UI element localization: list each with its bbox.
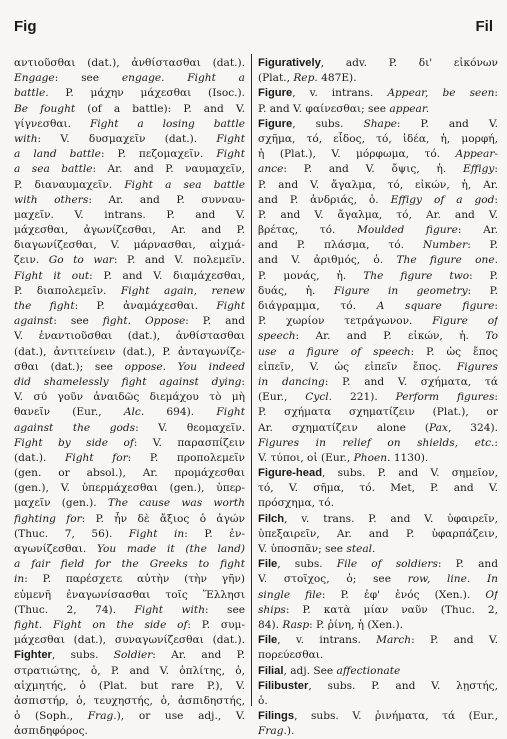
italic-text: single file [258,588,322,601]
text-line [14,86,245,101]
italic-text: a fair field for the Greeks to fight [14,558,245,571]
headword: File [258,634,278,647]
italic-text: battle [14,87,46,100]
entry-text: , subs. P. and V. σημεῖον, [322,467,498,480]
entry-text: : P. and V. ὄψις, ἡ. [283,163,464,176]
entry-text: (gen.), V. ὑπερμάχεσθαι (gen.), ὑπερ- [14,482,245,495]
entry-text: δυάς, ἡ. [258,284,334,297]
entry-text: : [494,436,498,449]
italic-text: Frag. [258,725,287,738]
italic-text: Fight it out [14,269,90,282]
text-line [258,451,498,466]
italic-text: Fight [216,406,245,419]
italic-text: Fight [216,148,245,161]
entry-text: V. τύποι, οἱ (Eur., [258,451,354,464]
entry-text: (dat.). [14,451,66,464]
entry-text: V. ἐναντιοῦσθαι (dat.), ἀνθίστασθαι [14,330,245,343]
entry-text: , 324). [447,421,498,434]
text-line [14,253,245,268]
italic-text: with others [14,193,89,206]
entry-text: πρόσχημα, τό. [258,497,334,510]
entry-text: : P. [467,284,498,297]
italic-text: row, line. In [407,573,498,586]
text-line [258,223,498,238]
entry-text: : [494,391,498,404]
italic-text: Rasp [282,618,310,631]
text-line [14,709,245,724]
text-line [14,618,245,633]
text-line [258,724,498,739]
italic-text: Of [485,588,498,601]
entry-text: P. and V. ἄγαλμα, τό, εἰκών, ἡ, Ar. [258,178,498,191]
text-line [258,527,498,542]
entry-text: τό, V. σῆμα, τό. Met, P. and V. [258,482,498,495]
entry-text: γίγνεσθαι. [14,117,90,130]
entry-text: : P. and [185,315,245,328]
entry-text: : P. and V. πολεμεῖν. [113,254,245,267]
italic-text: did shamelessly fight against dying [14,375,242,388]
entry-text: : P. κατὰ μίαν ναῦν (Thuc. 2, [285,603,498,616]
text-line [258,132,498,147]
text-line [258,284,498,299]
text-line [258,71,498,86]
text-line [14,345,245,360]
entry-text: : Ar. and P. [152,649,245,662]
entry-text: : P. and V. σχήματα, τά [324,375,498,388]
entry-text: : Ar. and P. ναυμαχεῖν, [92,163,245,176]
headword: Figure-head [258,467,323,480]
entry-text: μάχεσθαι (dat.), συναγωνίζεσθαι (dat.). [14,634,245,647]
italic-text: Fight by side of [14,436,134,449]
entry-text: : Ar. and P. συνναυ- [88,193,245,206]
entry-text: : V. θεομαχεῖν. [135,421,245,434]
text-line [14,421,245,436]
text-line [14,284,245,299]
italic-text: the fight [14,300,75,312]
text-line [258,253,498,268]
italic-text: Figures in relief on shields, etc. [258,436,495,449]
italic-text: File of soldiers [336,558,438,571]
text-line [14,648,245,663]
text-line [14,679,245,694]
entry-text: V. ὑποσπᾶν; see [258,543,347,555]
italic-text: Fight again, renew [120,284,245,297]
italic-text: Pax [428,421,448,434]
text-line [14,542,245,557]
headword: File [258,558,278,571]
text-line [258,572,498,587]
italic-text: engage. Fight a [121,72,245,85]
entry-text: , v. trans. P. and V. ὑφαιρεῖν, [284,512,498,525]
italic-text: use a figure of speech [258,345,411,358]
entry-text: μαχεῖν (gen.). [14,497,108,510]
text-line [14,633,245,648]
entry-text: διάγραμμα, τό. [258,300,377,312]
entry-text: P. σχήματα σχηματίζειν (Plat.), or [258,406,498,419]
italic-text: Be fought [14,102,76,115]
entry-text: , subs. V. ῥινήματα, τά (Eur., [294,710,498,723]
entry-text: σχῆμα, τό, εἶδος, τό, ἰδέα, ἡ, μορφή, [258,132,498,145]
text-line [258,405,498,420]
entry-text: : [494,87,498,100]
entry-text: : Ar. and P. εἰκών, ἡ. [295,330,486,343]
entry-text: : V. παρασπίζειν [133,436,245,449]
italic-text: The figure two [363,269,470,282]
italic-text: Effigy [463,163,495,176]
text-line [14,572,245,587]
text-line [258,664,498,679]
text-line [14,147,245,162]
italic-text: Number [422,239,468,252]
text-line [258,329,498,344]
italic-text: Rep. [293,72,318,85]
entry-text: : P. and V. διαμάχεσθαι, [89,269,245,282]
entry-text: πορεύεσθαι. [258,649,324,662]
italic-text: Appear, be seen [387,87,495,100]
entry-text: ). [286,725,295,738]
entry-text: V. στοῖχος, ὁ; see [258,573,408,586]
text-line [14,162,245,177]
text-line [14,512,245,527]
text-line [14,436,245,451]
italic-text: oppose. You indeed [124,360,245,373]
entry-text: . [494,254,498,267]
entry-text: (gen. or absol.), Ar. προμάχεσθαι [14,467,245,480]
entry-text: ἀσπιδηφόρος. [14,725,88,738]
italic-text: Phoen. [353,451,391,464]
entry-text: : see [54,72,122,85]
entry-text: and P. πλάσμα, τό. [258,239,423,252]
text-line [258,557,498,572]
entry-text: V. σύ γοῦν ἀναιδῶς διεμάχου τὸ μὴ [14,391,245,404]
italic-text: against the gods [14,421,136,434]
entry-text: ὁ. [258,694,268,707]
text-line [258,694,498,709]
entry-text: : P. ἐφ' ἑνός (Xen.). [321,588,486,601]
entry-text: αντιοῦσθαι (dat.), ἀνθίστασθαι (dat.). [14,57,245,69]
text-line [14,132,245,147]
running-head-right: Fil [475,18,493,35]
text-line [258,588,498,603]
italic-text: Fight a sea battle [124,178,245,191]
entry-text: , subs. [277,558,337,571]
entry-text: (Plat., [258,72,294,85]
text-line [258,375,498,390]
italic-text: Fight a losing battle [89,117,245,130]
entry-text: (Eur., [258,391,306,404]
entry-text: : [494,300,498,312]
text-line [258,117,498,132]
entry-text: ὁ (Soph., [14,710,88,723]
entry-text: (Thuc. 7, 56). [14,527,129,540]
text-line [258,56,498,71]
headword: Figuratively [258,57,321,69]
entry-text: , subs. [51,649,114,662]
italic-text: March [376,634,412,647]
italic-text: Go to war [48,254,114,267]
italic-text: fight. Fight on the side of [14,618,188,631]
text-line [258,102,498,117]
entry-text: ἡ (Plat.), V. μόρφωμα, τό. [258,148,456,161]
entry-text: : P. ἀναμάχεσθαι. [74,300,217,312]
text-line [258,618,498,633]
text-line [14,208,245,223]
text-line [258,238,498,253]
text-line [258,512,498,527]
entry-text: (of a battle): P. and V. [75,102,245,115]
text-line [258,178,498,193]
italic-text: a sea battle [14,163,93,176]
entry-text: : P. ῥίνη, ἡ (Xen.). [309,618,404,631]
text-line [258,269,498,284]
text-line [14,724,245,739]
entry-text: , v. intrans. [277,634,377,647]
entry-text: μάχεσθαι, ἀγωνίζεσθαι, Ar. and P. [14,224,245,237]
text-line [258,679,498,694]
text-line [258,496,498,511]
headword: Filings [258,710,295,723]
entry-text: : P. [467,239,498,252]
entry-text: εἰπεῖν, V. ὡς εἰπεῖν ἔπος. [258,360,457,373]
text-line [258,193,498,208]
text-line [14,466,245,481]
italic-text: Cycl. [305,391,333,404]
text-line [258,162,498,177]
text-line [14,71,245,86]
headword: Filch [258,512,285,525]
entry-text: : P. προπολεμεῖν [127,451,245,464]
italic-text: with [14,132,38,145]
text-line [258,390,498,405]
entry-text: and P. ἀνδριάς, ὁ. [258,193,391,206]
entry-text: : V. δυσμαχεῖν (dat.). [37,132,217,145]
entry-text: αγωνίζεσθαι. [14,543,97,555]
running-head [14,18,493,36]
text-line [14,527,245,542]
headword: Fighter [14,649,52,662]
italic-text: in dancing [258,375,325,388]
entry-text: θανεῖν (Eur., [14,406,124,419]
entry-text: , subs. [292,117,364,130]
headword: Figure [258,117,293,130]
entry-text: P. διαναυμαχεῖν. [14,178,125,191]
text-line [14,299,245,314]
entry-text: : P. and V. [396,117,498,130]
text-line [14,603,245,618]
text-line [14,481,245,496]
entry-text: διαγωνίζεσθαι, V. μάρνασθαι, αἰχμά- [14,239,245,252]
entry-text: σθαι (dat.); see [14,360,125,373]
entry-text: and V. ἀριθμός, ὁ. [258,254,397,267]
entry-text: ζειν. [14,254,49,267]
entry-text: : P. πεζομαχεῖν. [100,148,217,161]
entry-text: : P. παρέσχετε αὐτὴν (τὴν γῆν) [24,573,245,586]
text-line [14,329,245,344]
italic-text: against [14,315,54,328]
entry-text: : [241,375,245,388]
entry-text: : P. συμ- [187,618,245,631]
entry-text: , adj. See [283,664,337,677]
italic-text: The cause was worth [107,497,245,510]
text-line [14,193,245,208]
headword: Figure [258,87,293,100]
italic-text: Fight for [65,451,128,464]
italic-text: appear. [389,102,430,115]
italic-text: To [485,330,498,343]
text-line [14,238,245,253]
text-line [258,633,498,648]
text-line [14,102,245,117]
italic-text: steal. [346,543,376,555]
entry-text: 1130). [390,451,429,464]
entry-text: : P. [469,269,498,282]
headword: Filial [258,664,284,677]
text-line [14,405,245,420]
entry-text: 221). [332,391,396,404]
entry-text: (Thuc. 2, 74). [14,603,135,616]
running-head-left: Fig [14,18,37,35]
entry-text: (dat.), ἀντιτείνειν (dat.), P. ἀνταγωνίζε- [14,345,245,358]
italic-text: Engage [14,72,55,85]
entry-text: , adv. P. δι' εἰκόνων [320,57,498,69]
text-line [14,178,245,193]
italic-text: A square figure [376,300,495,312]
entry-text: : Ar. [457,224,498,237]
italic-text: Perform figures [395,391,495,404]
entry-text: εὐμενῆ ἐναγωνίσασθαι τοῖς Ἕλλησι [14,588,245,601]
italic-text: Soldier [113,649,153,662]
text-line [258,360,498,375]
text-line [14,588,245,603]
italic-text: speech [258,330,296,343]
entry-text: βρέτας, τό. [258,224,357,237]
text-line [14,664,245,679]
text-line [14,56,245,71]
text-line [258,345,498,360]
entry-text: ἀσπιστήρ, ὁ, τευχηστής, ὁ, ἀσπιδηστής, [14,694,245,707]
entry-text: : see [53,315,103,328]
text-line [14,557,245,572]
italic-text: ships [258,603,286,616]
text-line [14,117,245,132]
text-line [14,360,245,375]
text-line [14,269,245,284]
italic-text: Frag. [87,710,117,723]
italic-text: Figures [456,360,498,373]
italic-text: You made it (the land) [96,543,245,555]
text-line [258,481,498,496]
text-line [258,466,498,481]
text-line [14,390,245,405]
italic-text: fighting for [14,512,82,525]
entry-text: αἰχμητής, ὁ (Plat. but rare P.), V. [14,679,245,692]
entry-text: . P. μάχην μάχεσθαι (Isoc.). [45,87,245,100]
italic-text: a land battle [14,148,101,161]
text-line [258,603,498,618]
entry-text: 84). [258,618,283,631]
text-line [14,451,245,466]
text-line [14,223,245,238]
entry-text: : P. and V. [411,634,498,647]
left-column [14,56,245,739]
italic-text: Effigy of a god [390,193,495,206]
italic-text: Appear- [455,148,498,161]
entry-text: ), or use adj., V. [116,710,245,723]
text-line [258,436,498,451]
text-line [258,542,498,557]
entry-text: : P. ὡς ἔπος [410,345,498,358]
text-line [258,147,498,162]
entry-text: : [494,163,498,176]
entry-text: 694). [144,406,217,419]
entry-text: : see [205,603,245,616]
italic-text: Fight [216,300,245,312]
entry-text: : P. and [437,558,498,571]
right-column [258,56,498,739]
entry-text: P. χωρίον τετράγωνον. [258,315,433,328]
italic-text: Shape [363,117,397,130]
text-line [258,648,498,663]
entry-text: : [494,193,498,206]
entry-text: P. and V. φαίνεσθαι; see [258,102,390,115]
entry-text: μαχεῖν. V. intrans. P. and V. [14,208,245,221]
column-divider [251,54,252,706]
text-line [14,496,245,511]
entry-text: P. and V. ἄγαλμα, τό, Ar. and V. [258,208,498,221]
italic-text: affectionate [336,664,401,677]
text-line [14,694,245,709]
text-line [258,314,498,329]
text-line [258,709,498,724]
text-line [258,86,498,101]
entry-text: 487E). [317,72,357,85]
italic-text: Alc. [123,406,145,419]
italic-text: Figure in geometry [333,284,468,297]
entry-text: , subs. P. and V. λῃστής, [308,679,498,692]
italic-text: fight. Oppose [102,315,186,328]
italic-text: Figure of [432,315,498,328]
italic-text: Moulded figure [357,224,458,237]
text-line [258,421,498,436]
italic-text: ance [258,163,284,176]
entry-text: P. διαπολεμεῖν. [14,284,121,297]
italic-text: The figure one [396,254,495,267]
italic-text: Fight in [128,527,185,540]
entry-text: : P. ἐν- [184,527,245,540]
italic-text: Fight [216,132,245,145]
entry-text: ὑπεξαιρεῖν, Ar. and P. ὑφαρπάζειν, [258,527,498,540]
entry-text: στρατιώτης, ὁ, P. and V. ὁπλίτης, ὁ, [14,664,245,677]
text-line [258,299,498,314]
entry-text: , v. intrans. [292,87,388,100]
italic-text: Fight with [134,603,206,616]
entry-text: Ar. σχηματίζειν alone ( [258,421,429,434]
text-line [14,314,245,329]
entry-text: P. μονάς, ἡ. [258,269,364,282]
headword: Filibuster [258,679,309,692]
entry-text: : P. ἦν δὲ ἄξιος ὁ ἀγών [81,512,245,525]
italic-text: in [14,573,25,586]
text-line [14,375,245,390]
text-line [258,208,498,223]
